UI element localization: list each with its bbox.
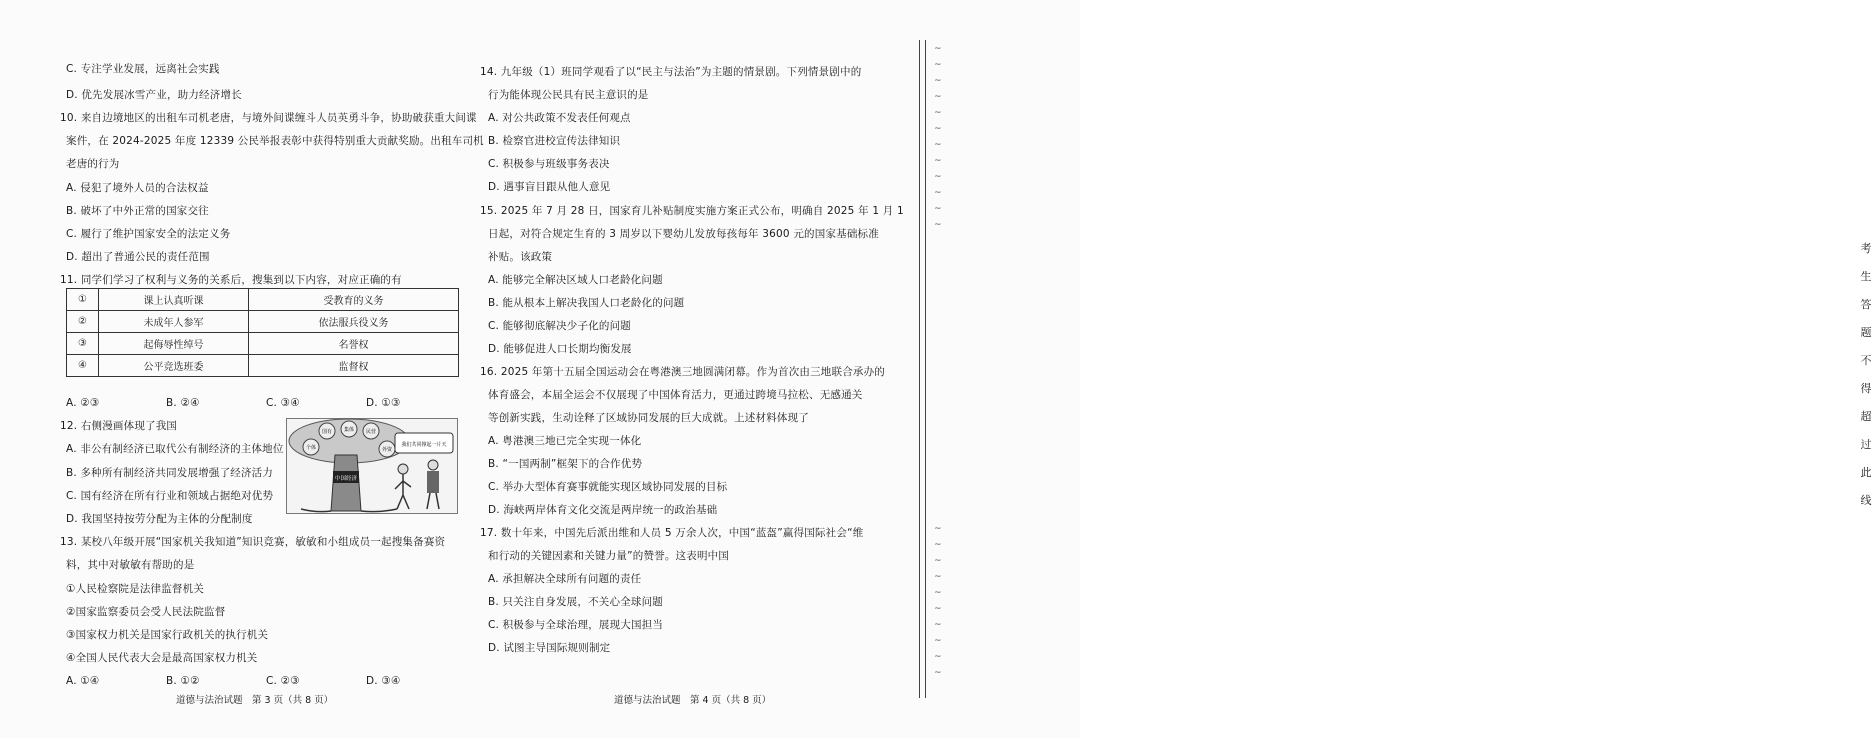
binding-tilde-mark: ~ [934, 156, 942, 166]
table-row [67, 311, 459, 333]
q16-stem-line1: 16. 2025 年第十五届全国运动会在粤港澳三地圆满闭幕。作为首次由三地联合承办的 [480, 366, 885, 378]
q11-stem: 11. 同学们学习了权利与义务的关系后，搜集到以下内容，对应正确的有 [60, 274, 402, 286]
binding-char: 不 [1860, 354, 1872, 367]
binding-tilde-mark: ~ [934, 60, 942, 70]
q14-option-d: D. 遇事盲目跟从他人意见 [488, 181, 611, 193]
binding-line-right [925, 40, 926, 698]
q17-option-a: A. 承担解决全球所有问题的责任 [488, 573, 642, 585]
q13-option-b: B. ①② [166, 675, 200, 687]
cartoon-label-economy: 中国经济 [334, 476, 358, 482]
binding-tilde-mark: ~ [934, 588, 942, 598]
q16-option-c: C. 举办大型体育赛事就能实现区域协同发展的目标 [488, 481, 728, 493]
table-cell: ② [67, 311, 99, 333]
table-cell: 依法服兵役义务 [249, 311, 459, 333]
table-cell: ④ [67, 355, 99, 377]
q12-option-a: A. 非公有制经济已取代公有制经济的主体地位 [66, 443, 284, 455]
binding-char: 得 [1860, 382, 1872, 395]
binding-char: 题 [1860, 326, 1872, 339]
binding-tilde-mark: ~ [934, 92, 942, 102]
q14-option-c: C. 积极参与班级事务表决 [488, 158, 610, 170]
q17-stem-line2: 和行动的关键因素和关键力量”的赞誉。这表明中国 [488, 550, 730, 562]
table-row [67, 355, 459, 377]
binding-tilde-mark: ~ [934, 524, 942, 534]
binding-tilde-mark: ~ [934, 220, 942, 230]
binding-char: 答 [1860, 298, 1872, 311]
q16-option-a: A. 粤港澳三地已完全实现一体化 [488, 435, 642, 447]
table-cell: ③ [67, 333, 99, 355]
binding-tilde-mark: ~ [934, 44, 942, 54]
q15-option-c: C. 能够彻底解决少子化的问题 [488, 320, 632, 332]
table-cell: 受教育的义务 [249, 289, 459, 311]
q16-option-b: B. “一国两制”框架下的合作优势 [488, 458, 643, 470]
binding-char: 考 [1860, 242, 1872, 255]
q16-stem-line2: 体育盛会，本届全运会不仅展现了中国体育活力，更通过跨境马拉松、无感通关 [488, 389, 863, 401]
binding-tilde-mark: ~ [934, 188, 942, 198]
q12-stem: 12. 右侧漫画体现了我国 [60, 420, 178, 432]
q9-option-d: D. 优先发展冰雪产业，助力经济增长 [66, 89, 242, 101]
binding-char: 超 [1860, 410, 1872, 423]
q12-option-b: B. 多种所有制经济共同发展增强了经济活力 [66, 467, 274, 479]
binding-tilde-mark: ~ [934, 76, 942, 86]
binding-tilde-mark: ~ [934, 204, 942, 214]
tree-cartoon-icon [287, 419, 459, 515]
q14-option-a: A. 对公共政策不发表任何观点 [488, 112, 631, 124]
binding-tilde-mark: ~ [934, 668, 942, 678]
binding-tilde-mark: ~ [934, 124, 942, 134]
table-row [67, 289, 459, 311]
binding-tilde-mark: ~ [934, 540, 942, 550]
q10-stem-line2: 案件，在 2024-2025 年度 12339 公民举报表彰中获得特别重大贡献奖励。出租车司机 [66, 135, 484, 147]
cartoon-label-collective: 集体 [343, 427, 355, 433]
binding-tilde-mark: ~ [934, 620, 942, 630]
binding-char: 线 [1860, 494, 1872, 507]
q11-option-d: D. ①③ [366, 397, 401, 409]
cartoon-label-private: 民营 [365, 429, 377, 435]
q15-option-d: D. 能够促进人口长期均衡发展 [488, 343, 632, 355]
binding-tilde-mark: ~ [934, 140, 942, 150]
q10-stem-line3: 老唐的行为 [66, 158, 120, 170]
q14-option-b: B. 检察官进校宣传法律知识 [488, 135, 621, 147]
table-cell: 公平竞选班委 [99, 355, 249, 377]
binding-line-left [919, 40, 920, 698]
q17-stem-line1: 17. 数十年来，中国先后派出维和人员 5 万余人次，中国“蓝盔”赢得国际社会“维 [480, 527, 864, 539]
cartoon-speech: 我们共同撑起一片天 [401, 442, 447, 448]
q16-option-d: D. 海峡两岸体育文化交流是两岸统一的政治基础 [488, 504, 718, 516]
q17-option-b: B. 只关注自身发展，不关心全球问题 [488, 596, 663, 608]
q12-cartoon-image [286, 418, 458, 514]
table-cell: 起侮辱性绰号 [99, 333, 249, 355]
q12-option-c: C. 国有经济在所有行业和领域占据绝对优势 [66, 490, 274, 502]
right-page-footer: 道德与法治试题 第 4 页（共 8 页） [614, 695, 772, 706]
q10-option-b: B. 破坏了中外正常的国家交往 [66, 205, 209, 217]
q10-option-d: D. 超出了普通公民的责任范围 [66, 251, 210, 263]
binding-char: 过 [1860, 438, 1872, 451]
q13-stem-line2: 料，其中对敏敏有帮助的是 [66, 559, 195, 571]
left-page-footer: 道德与法治试题 第 3 页（共 8 页） [176, 695, 334, 706]
q15-stem-line3: 补贴。该政策 [488, 251, 553, 263]
q13-item-3: ③国家权力机关是国家行政机关的执行机关 [66, 629, 269, 641]
q15-option-a: A. 能够完全解决区域人口老龄化问题 [488, 274, 663, 286]
q10-option-a: A. 侵犯了境外人员的合法权益 [66, 182, 209, 194]
q13-option-a: A. ①④ [66, 675, 100, 687]
q15-stem-line2: 日起，对符合规定生育的 3 周岁以下婴幼儿发放每孩每年 3600 元的国家基础标准 [488, 228, 879, 240]
q13-stem-line1: 13. 某校八年级开展“国家机关我知道”知识竞赛，敏敏和小组成员一起搜集备赛资 [60, 536, 446, 548]
table-cell: 课上认真听课 [99, 289, 249, 311]
q15-option-b: B. 能从根本上解决我国人口老龄化的问题 [488, 297, 685, 309]
q11-option-c: C. ③④ [266, 397, 300, 409]
binding-tilde-mark: ~ [934, 108, 942, 118]
q11-option-a: A. ②③ [66, 397, 100, 409]
q17-option-c: C. 积极参与全球治理，展现大国担当 [488, 619, 664, 631]
table-cell: 监督权 [249, 355, 459, 377]
binding-tilde-mark: ~ [934, 604, 942, 614]
binding-char: 生 [1860, 270, 1872, 283]
q11-option-b: B. ②④ [166, 397, 200, 409]
q13-item-4: ④全国人民代表大会是最高国家权力机关 [66, 652, 258, 664]
q9-option-c: C. 专注学业发展，远离社会实践 [66, 63, 220, 75]
binding-char: 此 [1860, 466, 1872, 479]
q14-stem-line2: 行为能体现公民具有民主意识的是 [488, 89, 649, 101]
binding-tilde-mark: ~ [934, 572, 942, 582]
table-cell: ① [67, 289, 99, 311]
table-row [67, 333, 459, 355]
q10-stem-line1: 10. 来自边境地区的出租车司机老唐，与境外间谍缠斗人员英勇斗争，协助破获重大间谍 [60, 112, 477, 124]
table-cell: 未成年人参军 [99, 311, 249, 333]
binding-strip [930, 40, 1872, 698]
q13-option-c: C. ②③ [266, 675, 300, 687]
q14-stem-line1: 14. 九年级（1）班同学观看了以“民主与法治”为主题的情景剧。下列情景剧中的 [480, 66, 862, 78]
q13-item-2: ②国家监察委员会受人民法院监督 [66, 606, 226, 618]
q17-option-d: D. 试图主导国际规则制定 [488, 642, 611, 654]
binding-tilde-mark: ~ [934, 172, 942, 182]
cartoon-label-state: 国有 [321, 429, 333, 435]
binding-tilde-mark: ~ [934, 556, 942, 566]
q11-table [66, 288, 459, 377]
q15-stem-line1: 15. 2025 年 7 月 28 日，国家育儿补贴制度实施方案正式公布，明确自 2025 年 1 月 1 [480, 205, 904, 217]
cartoon-label-individual: 个体 [305, 445, 317, 451]
binding-tilde-mark: ~ [934, 652, 942, 662]
q16-stem-line3: 等创新实践，生动诠释了区域协同发展的巨大成就。上述材料体现了 [488, 412, 809, 424]
binding-tilde-mark: ~ [934, 636, 942, 646]
cartoon-label-foreign: 外资 [381, 447, 393, 453]
q10-option-c: C. 履行了维护国家安全的法定义务 [66, 228, 231, 240]
table-cell: 名誉权 [249, 333, 459, 355]
q13-item-1: ①人民检察院是法律监督机关 [66, 583, 205, 595]
q13-option-d: D. ③④ [366, 675, 401, 687]
q12-option-d: D. 我国坚持按劳分配为主体的分配制度 [66, 513, 253, 525]
